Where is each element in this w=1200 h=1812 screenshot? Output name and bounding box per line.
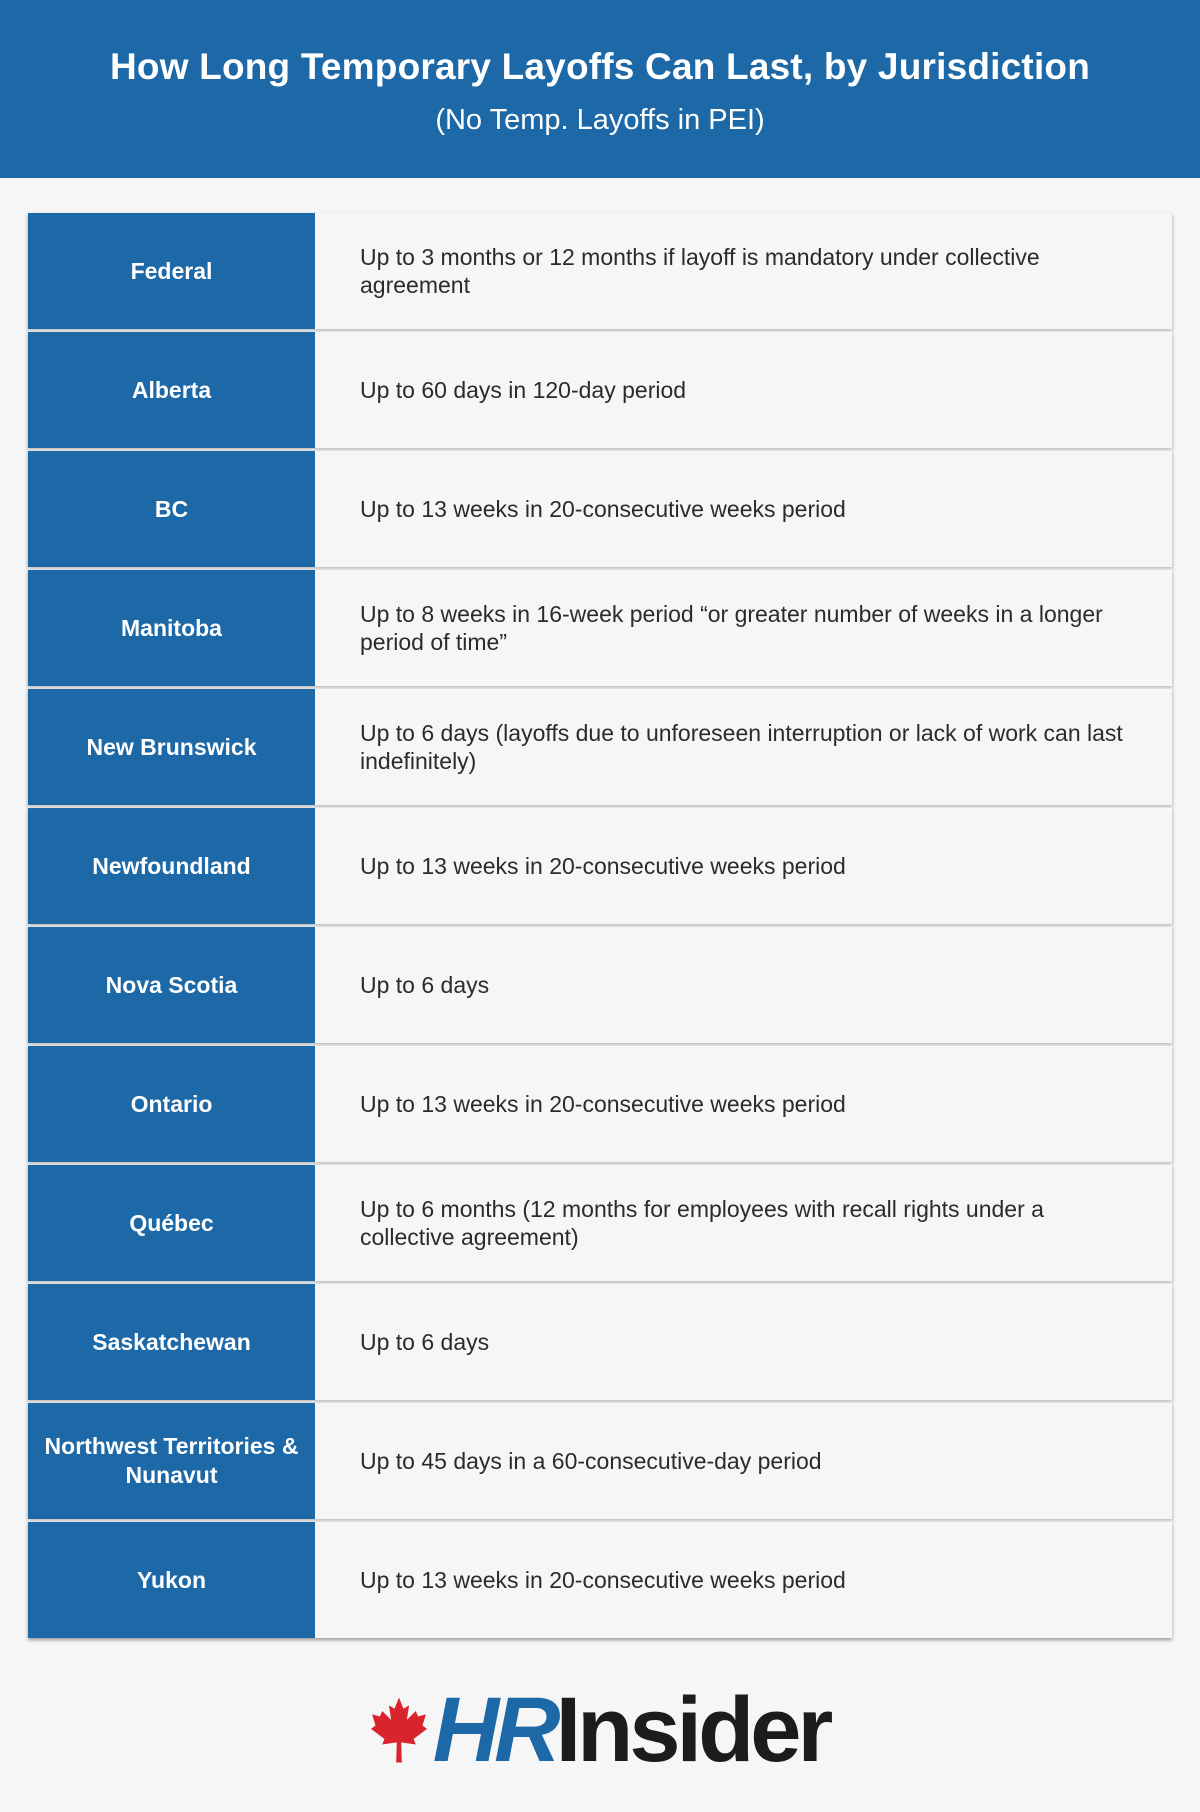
header-banner — [0, 0, 1200, 178]
duration-cell: Up to 45 days in a 60-consecutive-day period — [360, 1448, 822, 1474]
jurisdiction-cell: Saskatchewan — [28, 1284, 315, 1400]
table-row — [28, 1284, 1172, 1400]
jurisdiction-cell: Nova Scotia — [28, 927, 315, 1043]
layoff-table — [28, 213, 1172, 1638]
maple-leaf-icon — [371, 1695, 427, 1765]
page-subtitle: (No Temp. Layoffs in PEI) — [435, 104, 765, 136]
jurisdiction-cell: Manitoba — [28, 570, 315, 686]
duration-cell: Up to 13 weeks in 20-consecutive weeks period — [360, 496, 846, 522]
duration-cell: Up to 6 days — [360, 1329, 490, 1355]
jurisdiction-cell: Federal — [28, 213, 315, 329]
jurisdiction-cell: BC — [28, 451, 315, 567]
table-row — [28, 1046, 1172, 1162]
table-row — [28, 570, 1172, 686]
logo-text-insider: Insider — [555, 1679, 830, 1781]
jurisdiction-cell: Newfoundland — [28, 808, 315, 924]
table-row — [28, 689, 1172, 805]
duration-cell: Up to 6 days (layoffs due to unforeseen interruption or lack of work can last indefinitely) — [360, 720, 1123, 774]
duration-cell: Up to 6 days — [360, 972, 490, 998]
duration-cell: Up to 13 weeks in 20-consecutive weeks period — [360, 853, 846, 879]
duration-cell: Up to 3 months or 12 months if layoff is mandatory under collective agreement — [360, 244, 1040, 298]
table-row — [28, 1165, 1172, 1281]
jurisdiction-cell: Northwest Territories & Nunavut — [28, 1403, 315, 1519]
table-row — [28, 1403, 1172, 1519]
jurisdiction-cell: Alberta — [28, 332, 315, 448]
table-row — [28, 451, 1172, 567]
jurisdiction-cell: Ontario — [28, 1046, 315, 1162]
duration-cell: Up to 13 weeks in 20-consecutive weeks period — [360, 1091, 846, 1117]
logo-text-hr: HR — [432, 1679, 556, 1781]
table-row — [28, 1522, 1172, 1638]
jurisdiction-cell: Yukon — [28, 1522, 315, 1638]
jurisdiction-cell: Québec — [28, 1165, 315, 1281]
page-title: How Long Temporary Layoffs Can Last, by Jurisdiction — [109, 46, 1091, 87]
table-row — [28, 927, 1172, 1043]
table-row — [28, 808, 1172, 924]
jurisdiction-cell: New Brunswick — [28, 689, 315, 805]
table-row — [28, 213, 1172, 329]
table-row — [28, 332, 1172, 448]
duration-cell: Up to 6 months (12 months for employees with recall rights under a collective agreement) — [360, 1196, 1044, 1250]
duration-cell: Up to 60 days in 120-day period — [360, 377, 687, 403]
duration-cell: Up to 13 weeks in 20-consecutive weeks period — [360, 1567, 846, 1593]
hr-insider-logo — [0, 1679, 1200, 1781]
duration-cell: Up to 8 weeks in 16-week period “or greater number of weeks in a longer period of time” — [360, 601, 1103, 655]
